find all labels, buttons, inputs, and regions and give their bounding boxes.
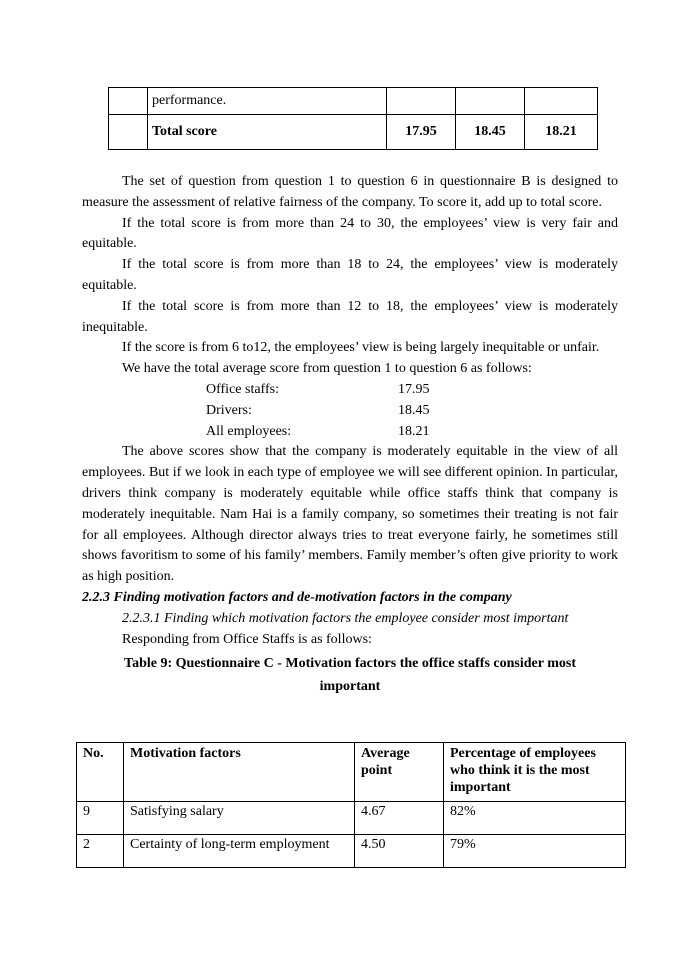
body-text bbox=[82, 172, 618, 698]
table-caption-line1: Table 9: Questionnaire C - Motivation factors the office staffs consider most bbox=[124, 656, 576, 672]
paragraph-unfair: If the score is from 6 to12, the employees’ view is being largely inequitable or unfair. bbox=[122, 340, 600, 356]
score-row-drivers bbox=[82, 401, 618, 422]
table-caption-line2: important bbox=[319, 679, 381, 695]
score-label: Office staffs: bbox=[206, 381, 279, 397]
score-row-all bbox=[82, 422, 618, 443]
cell-no: 2 bbox=[77, 835, 124, 868]
table-row bbox=[109, 88, 598, 115]
responding-text: Responding from Office Staffs is as follows: bbox=[122, 631, 372, 647]
score-list bbox=[82, 380, 618, 442]
total-score-drivers: 18.45 bbox=[456, 115, 525, 150]
score-label: All employees: bbox=[206, 423, 292, 439]
score-row-office bbox=[82, 380, 618, 401]
table-cell-all bbox=[525, 88, 598, 115]
header-percentage: Percentage of employees who think it is the most important bbox=[444, 743, 626, 802]
paragraph-moderately-equitable: If the total score is from more than 18 to 24, the employees’ view is moderately equitable. bbox=[82, 257, 618, 293]
table-cell-no bbox=[109, 115, 148, 150]
paragraph-very-fair: If the total score is from more than 24 to 30, the employees’ view is very fair and equitable. bbox=[82, 215, 618, 252]
motivation-factors-table bbox=[76, 742, 626, 868]
total-score-office: 17.95 bbox=[387, 115, 456, 150]
table-cell-no bbox=[109, 88, 148, 115]
header-average: Average point bbox=[355, 743, 444, 802]
table-header-row bbox=[77, 743, 626, 802]
score-value: 17.95 bbox=[398, 381, 430, 397]
cell-average: 4.67 bbox=[355, 802, 444, 835]
cell-percentage: 79% bbox=[444, 835, 626, 868]
header-no: No. bbox=[77, 743, 124, 802]
paragraph-intro: The set of question from question 1 to question 6 in questionnaire B is designed to measure the assessment of relative fairness of the company. To score it, add up to total score. bbox=[82, 174, 618, 210]
table-caption bbox=[82, 650, 618, 698]
total-score-label: Total score bbox=[148, 115, 387, 150]
header-factors: Motivation factors bbox=[124, 743, 355, 802]
cell-factor: Satisfying salary bbox=[124, 802, 355, 835]
table-row bbox=[77, 802, 626, 835]
score-value: 18.21 bbox=[398, 423, 430, 439]
cell-no: 9 bbox=[77, 802, 124, 835]
paragraph-analysis: The above scores show that the company is moderately equitable in the view of all employees. But if we look in each type of employee we will see different opinion. In particular, drivers think company is moderately equitable while office staffs think that company is moderately inequitable. Nam Hai is a family company, so sometimes their treating is not fair for all employees. Although director always tries to treat everyone fairly, he sometimes still shows favoritism to some of his family’ members. Family member’s often give priority to work as high position. bbox=[82, 444, 618, 585]
cell-factor: Certainty of long-term employment bbox=[124, 835, 355, 868]
cell-average: 4.50 bbox=[355, 835, 444, 868]
total-score-all: 18.21 bbox=[525, 115, 598, 150]
score-value: 18.45 bbox=[398, 402, 430, 418]
paragraph-average-intro: We have the total average score from question 1 to question 6 as follows: bbox=[122, 361, 532, 377]
total-score-table bbox=[108, 87, 598, 150]
sub-heading: 2.2.3.1 Finding which motivation factors the employee consider most important bbox=[122, 610, 569, 626]
score-label: Drivers: bbox=[206, 402, 252, 418]
cell-percentage: 82% bbox=[444, 802, 626, 835]
table-row bbox=[77, 835, 626, 868]
table-cell-drivers bbox=[456, 88, 525, 115]
table-cell-office bbox=[387, 88, 456, 115]
table-cell-label: performance. bbox=[148, 88, 387, 115]
paragraph-moderately-inequitable: If the total score is from more than 12 to 18, the employees’ view is moderately inequitable. bbox=[82, 298, 618, 335]
table-row-total bbox=[109, 115, 598, 150]
section-heading: 2.2.3 Finding motivation factors and de-motivation factors in the company bbox=[82, 589, 512, 605]
